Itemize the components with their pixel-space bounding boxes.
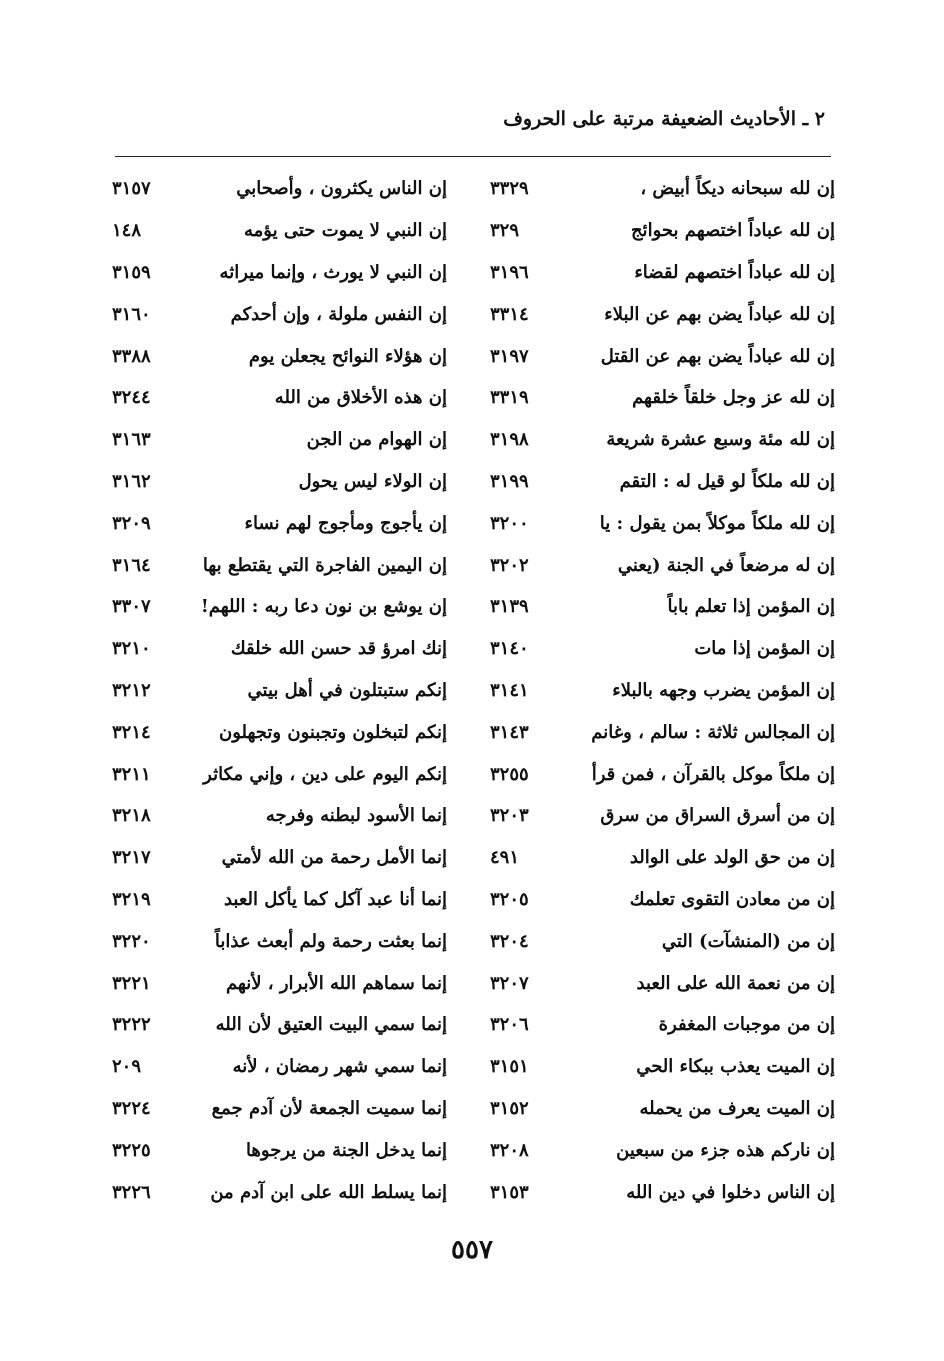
index-entry	[112, 795, 447, 837]
entry-hadith-number: ٣٢٢١	[112, 972, 151, 994]
entry-hadith-number: ٣٢٢٥	[112, 1139, 151, 1161]
entry-text: إن لله ملكاً لو قيل له : التقم	[619, 470, 835, 492]
index-entry	[112, 1004, 447, 1046]
index-entry	[490, 753, 835, 795]
entry-text: إنما سمي البيت العتيق لأن الله	[215, 1014, 447, 1036]
entry-hadith-number: ٣٢١٢	[112, 679, 151, 701]
entry-hadith-number: ٣١٩٨	[490, 429, 529, 451]
entry-hadith-number: ٣٢١٧	[112, 847, 151, 869]
entry-text: إنما سماهم الله الأبرار ، لأنهم	[225, 972, 447, 994]
entry-text: إن لله عز وجل خلقاً خلقهم	[632, 387, 835, 409]
entry-hadith-number: ٣٢١٤	[112, 721, 151, 743]
index-entry	[490, 628, 835, 670]
index-entry	[112, 670, 447, 712]
entry-text: إنما سمي شهر رمضان ، لأنه	[232, 1056, 447, 1078]
entry-text: إنما أنا عبد آكل كما يأكل العبد	[223, 888, 447, 910]
index-column-right	[490, 168, 835, 1213]
entry-text: إن الناس يكثرون ، وأصحابي	[236, 178, 447, 200]
index-entry	[112, 586, 447, 628]
index-entry	[490, 879, 835, 921]
entry-hadith-number: ٣٢٠٣	[490, 805, 529, 827]
entry-text: إنما الأسود لبطنه وفرجه	[265, 805, 447, 827]
entry-hadith-number: ٣١٦٤	[112, 554, 151, 576]
index-entry	[490, 1129, 835, 1171]
entry-text: إنما يسلط الله على ابن آدم من	[210, 1181, 447, 1203]
entry-hadith-number: ٣١٩٧	[490, 345, 529, 367]
index-entry	[490, 1088, 835, 1130]
entry-hadith-number: ٣٢٠٤	[490, 930, 529, 952]
index-entry	[112, 962, 447, 1004]
entry-text: إن من نعمة الله على العبد	[636, 972, 835, 994]
entry-text: إن المؤمن إذا مات	[694, 638, 835, 660]
entry-hadith-number: ٣٢٥٥	[490, 763, 529, 785]
entry-text: إن لله عباداً اختصهم لقضاء	[634, 261, 835, 283]
entry-text: إن الهوام من الجن	[306, 429, 447, 451]
entry-text: إن هذه الأخلاق من الله	[274, 387, 447, 409]
entry-text: إن لله عباداً يضن بهم عن البلاء	[604, 303, 835, 325]
entry-hadith-number: ٣٢٠٠	[490, 512, 529, 534]
index-entry	[112, 293, 447, 335]
entry-hadith-number: ٣١٥٧	[112, 178, 151, 200]
entry-hadith-number: ٣٢٢٤	[112, 1097, 151, 1119]
entry-text: إن لله عباداً اختصهم بحوائج	[630, 220, 835, 242]
index-entry	[112, 837, 447, 879]
index-entry	[112, 168, 447, 210]
entry-text: إن لله عباداً يضن بهم عن القتل	[600, 345, 835, 367]
entry-text: إن الميت يعذب ببكاء الحي	[636, 1056, 835, 1078]
index-entry	[490, 544, 835, 586]
entry-hadith-number: ٣٢٠٧	[490, 972, 529, 994]
index-entry	[112, 920, 447, 962]
entry-text: إنما يدخل الجنة من يرجوها	[245, 1139, 447, 1161]
index-entry	[112, 377, 447, 419]
entry-hadith-number: ٣١٥٣	[490, 1181, 529, 1203]
entry-hadith-number: ٣٢١٩	[112, 888, 151, 910]
index-entry	[490, 920, 835, 962]
entry-hadith-number: ٣١٤٣	[490, 721, 529, 743]
entry-hadith-number: ٣٢٢٢	[112, 1014, 151, 1036]
index-entry	[490, 335, 835, 377]
entry-hadith-number: ٣١٥١	[490, 1056, 529, 1078]
entry-hadith-number: ٣٣١٤	[490, 303, 529, 325]
entry-text: إن الناس دخلوا في دين الله	[626, 1181, 835, 1203]
entry-hadith-number: ٣١٩٩	[490, 470, 529, 492]
entry-text: إن لله مئة وسبع عشرة شريعة	[606, 429, 835, 451]
entry-hadith-number: ٣٢٠٨	[490, 1139, 529, 1161]
index-entry	[112, 1129, 447, 1171]
index-entry	[490, 1004, 835, 1046]
page-number: ٥٥٧	[451, 1235, 493, 1265]
entry-text: إنما بعثت رحمة ولم أبعث عذاباً	[214, 930, 447, 952]
index-entry	[112, 628, 447, 670]
index-entry	[112, 1171, 447, 1213]
entry-hadith-number: ٣١٤١	[490, 679, 529, 701]
index-entry	[112, 753, 447, 795]
entry-text: إنكم لتبخلون وتجبنون وتجهلون	[219, 721, 447, 743]
index-entry	[490, 586, 835, 628]
entry-hadith-number: ٣٣٠٧	[112, 596, 151, 618]
entry-hadith-number: ٣٢٢٦	[112, 1181, 151, 1203]
index-entry	[490, 293, 835, 335]
entry-hadith-number: ٣٣١٩	[490, 387, 529, 409]
header-rule	[115, 156, 831, 157]
entry-text: إن لله سبحانه ديكاً أبيض ،	[640, 178, 835, 200]
entry-hadith-number: ٣١٦٣	[112, 429, 151, 451]
index-entry	[490, 837, 835, 879]
entry-hadith-number: ٣٢٤٤	[112, 387, 151, 409]
entry-hadith-number: ٢٠٩	[112, 1056, 142, 1078]
index-column-left	[112, 168, 447, 1213]
entry-text: إن النفس ملولة ، وإن أحدكم	[230, 303, 447, 325]
entry-hadith-number: ٣٢٠٥	[490, 888, 529, 910]
entry-text: إن اليمين الفاجرة التي يقتطع بها	[202, 554, 447, 576]
index-entry	[112, 879, 447, 921]
entry-text: إن الميت يعرف من يحمله	[639, 1097, 835, 1119]
entry-text: إن النبي لا يورث ، وإنما ميراثه	[219, 261, 447, 283]
index-entry	[112, 419, 447, 461]
entry-hadith-number: ٣٢٠٦	[490, 1014, 529, 1036]
index-entry	[112, 1088, 447, 1130]
entry-text: إن النبي لا يموت حتى يؤمه	[244, 220, 447, 242]
entry-text: إن من موجبات المغفرة	[658, 1014, 835, 1036]
entry-hadith-number: ٣٢١٨	[112, 805, 151, 827]
entry-text: إنكم اليوم على دين ، وإني مكاثر	[203, 763, 447, 785]
index-entry	[490, 1046, 835, 1088]
entry-text: إن له مرضعاً في الجنة (يعني	[617, 554, 835, 576]
index-entry	[490, 962, 835, 1004]
index-entry	[490, 1171, 835, 1213]
index-entry	[112, 210, 447, 252]
index-entry	[112, 335, 447, 377]
entry-hadith-number: ٣١٤٠	[490, 638, 529, 660]
entry-hadith-number: ٣١٦٠	[112, 303, 151, 325]
entry-hadith-number: ٣٣٨٨	[112, 345, 151, 367]
index-entry	[490, 502, 835, 544]
index-entry	[112, 711, 447, 753]
index-entry	[490, 670, 835, 712]
entry-text: إن من حق الولد على الوالد	[629, 847, 835, 869]
index-entry	[112, 544, 447, 586]
index-entry	[112, 252, 447, 294]
entry-hadith-number: ٣٢٢٠	[112, 930, 151, 952]
index-entry	[490, 377, 835, 419]
entry-text: إن المؤمن إذا تعلم باباً	[667, 596, 835, 618]
index-entry	[490, 210, 835, 252]
entry-text: إن من (المنشآت) التي	[661, 930, 835, 952]
entry-hadith-number: ٣٢٠٢	[490, 554, 529, 576]
entry-text: إن يأجوج ومأجوج لهم نساء	[244, 512, 447, 534]
entry-hadith-number: ٣٢٩	[490, 220, 520, 242]
entry-hadith-number: ٣٢٠٩	[112, 512, 151, 534]
entry-text: إنكم ستبتلون في أهل بيتي	[247, 679, 447, 701]
index-entry	[112, 502, 447, 544]
entry-text: إنما الأمل رحمة من الله لأمتي	[221, 847, 447, 869]
index-entry	[490, 252, 835, 294]
entry-text: إن من أسرق السراق من سرق	[600, 805, 835, 827]
entry-hadith-number: ٣١٥٩	[112, 261, 151, 283]
entry-text: إنما سميت الجمعة لأن آدم جمع	[211, 1097, 447, 1119]
index-entry	[112, 1046, 447, 1088]
entry-hadith-number: ٣١٣٩	[490, 596, 529, 618]
entry-text: إن من معادن التقوى تعلمك	[629, 888, 835, 910]
index-entry	[490, 168, 835, 210]
entry-text: إن ملكاً موكل بالقرآن ، فمن قرأ	[591, 763, 835, 785]
entry-text: إن لله ملكاً موكلاً بمن يقول : يا	[599, 512, 835, 534]
entry-text: إن المجالس ثلاثة : سالم ، وغانم	[591, 721, 835, 743]
entry-hadith-number: ١٤٨	[112, 220, 142, 242]
index-entry	[490, 419, 835, 461]
index-entry	[112, 461, 447, 503]
entry-text: إن المؤمن يضرب وجهه بالبلاء	[612, 679, 835, 701]
running-header: ٢ ـ الأحاديث الضعيفة مرتبة على الحروف	[503, 108, 825, 130]
index-entry	[490, 461, 835, 503]
entry-hadith-number: ٣١٥٢	[490, 1097, 529, 1119]
entry-hadith-number: ٣٣٢٩	[490, 178, 529, 200]
index-entry	[490, 711, 835, 753]
entry-text: إنك امرؤ قد حسن الله خلقك	[230, 638, 447, 660]
entry-text: إن يوشع بن نون دعا ربه : اللهم!	[200, 596, 447, 618]
entry-hadith-number: ٤٩١	[490, 847, 520, 869]
entry-text: إن هؤلاء النوائح يجعلن يوم	[248, 345, 447, 367]
entry-text: إن ناركم هذه جزء من سبعين	[616, 1139, 835, 1161]
entry-hadith-number: ٣١٦٢	[112, 470, 151, 492]
entry-text: إن الولاء ليس يحول	[298, 470, 447, 492]
entry-hadith-number: ٣١٩٦	[490, 261, 529, 283]
entry-hadith-number: ٣٢١٠	[112, 638, 151, 660]
entry-hadith-number: ٣٢١١	[112, 763, 151, 785]
index-entry	[490, 795, 835, 837]
